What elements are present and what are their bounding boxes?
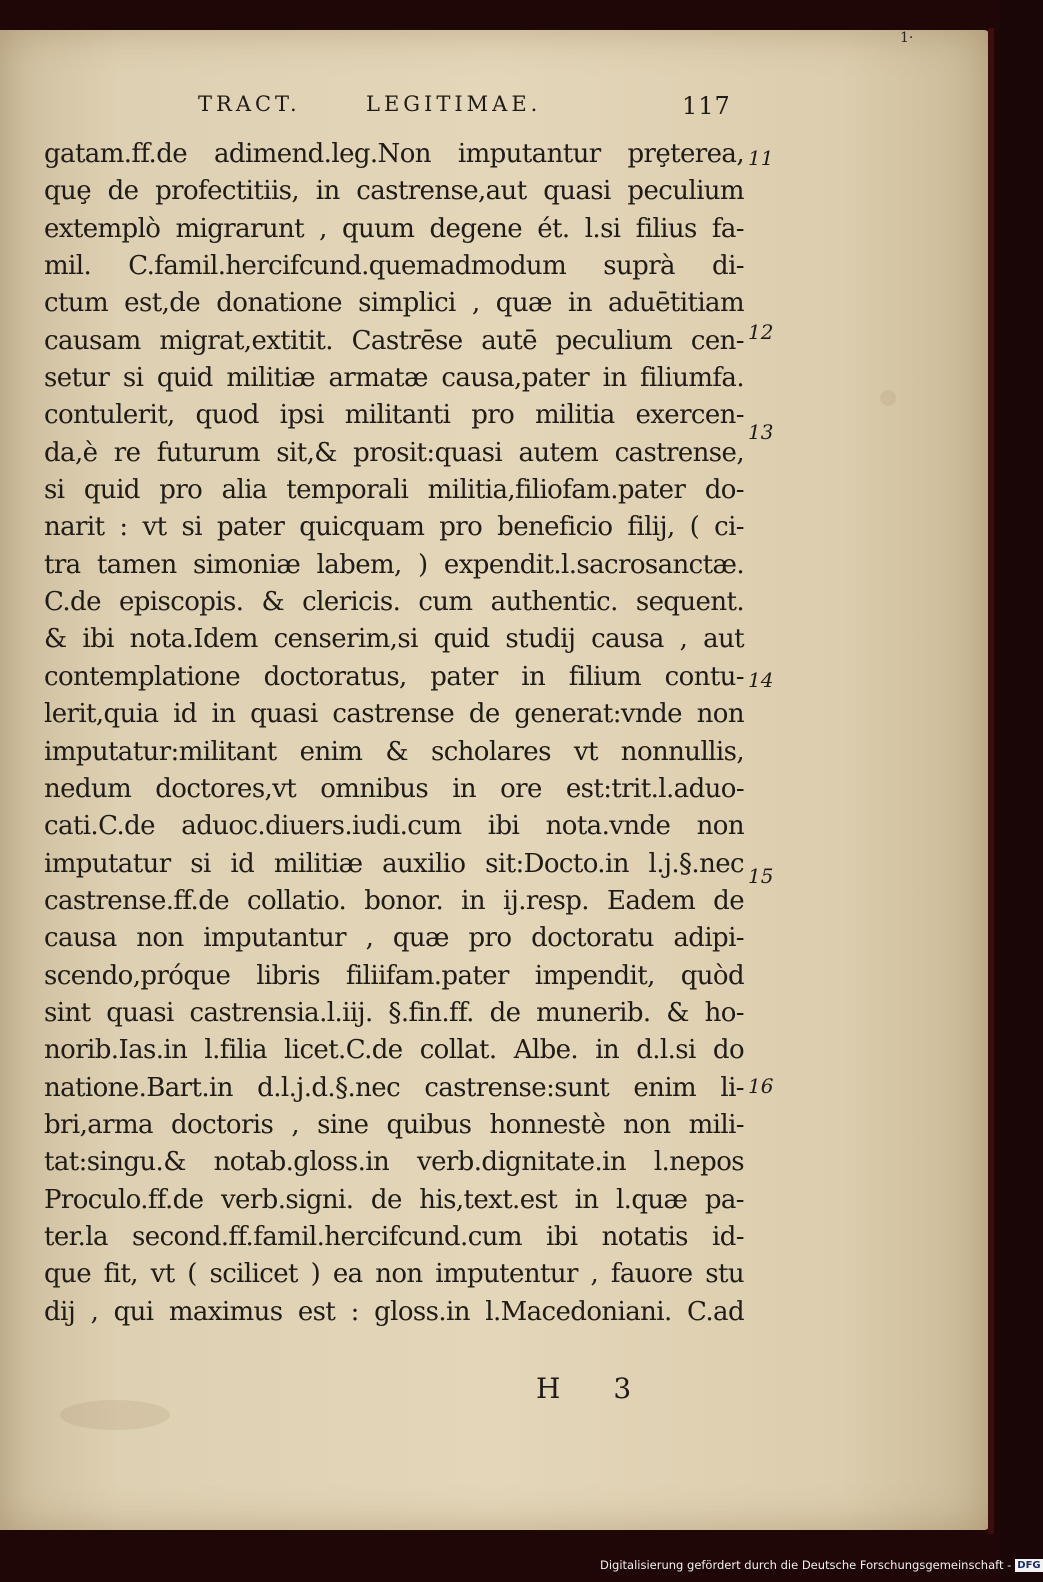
text-line: tat:singu.& notab.gloss.in verb.dignitate.in l.nepos bbox=[44, 1147, 744, 1178]
margin-number: 11 bbox=[748, 146, 774, 170]
text-line: causam migrat,extitit. Castrēse autē peculium cen- bbox=[44, 325, 744, 356]
text-line: castrense.ff.de collatio. bonor. in ij.resp. Eadem de bbox=[44, 885, 744, 916]
text-line: contemplatione doctoratus, pater in filium contu- bbox=[44, 661, 744, 692]
text-line: da,è re futurum sit,& prosit:quasi autem castrense, bbox=[44, 437, 744, 468]
margin-number: 12 bbox=[748, 320, 774, 344]
margin-number: 14 bbox=[748, 668, 774, 692]
text-line: cati.C.de aduoc.diuers.iudi.cum ibi nota.vnde non bbox=[44, 811, 744, 842]
text-line: bri,arma doctoris , sine quibus honnestè non mili- bbox=[44, 1109, 744, 1140]
page-edge bbox=[988, 28, 994, 1534]
body-text bbox=[44, 136, 744, 1331]
text-line: imputatur:militant enim & scholares vt nonnullis, bbox=[44, 736, 744, 767]
dfg-logo-icon: DFG bbox=[1017, 1560, 1041, 1571]
text-line: ter.la second.ff.famil.hercifcund.cum ibi notatis id- bbox=[44, 1221, 744, 1252]
text-line: imputatur si id militiæ auxilio sit:Docto.in l.j.§.nec bbox=[44, 848, 744, 879]
margin-number: 15 bbox=[748, 864, 774, 888]
text-line: gatam.ff.de adimend.leg.Non imputantur prȩterea, bbox=[44, 139, 744, 169]
digitization-footer bbox=[600, 1552, 1041, 1578]
text-line: extemplò migrarunt , quum degene ét. l.si filius fa- bbox=[44, 213, 744, 244]
running-head-left: TRACT. bbox=[198, 92, 301, 116]
margin-number: 13 bbox=[748, 420, 774, 444]
page-number: 117 bbox=[682, 92, 731, 120]
text-line: C.de episcopis. & clericis. cum authentic. sequent. bbox=[44, 587, 744, 618]
text-line: ctum est,de donatione simplici , quæ in aduētitiam bbox=[44, 288, 744, 319]
text-line: natione.Bart.in d.l.j.d.§.nec castrense:sunt enim li- bbox=[44, 1072, 744, 1103]
text-line: quȩ de profectitiis, in castrense,aut quasi peculium bbox=[44, 176, 744, 207]
text-line: contulerit, quod ipsi militanti pro militia exercen- bbox=[44, 400, 744, 431]
margin-number: 16 bbox=[748, 1074, 774, 1098]
corner-mark: 1· bbox=[900, 30, 914, 46]
text-line: si quid pro alia temporali militia,filiofam.pater do- bbox=[44, 475, 744, 506]
text-line: tra tamen simoniæ labem, ) expendit.l.sacrosanctæ. bbox=[44, 549, 744, 580]
text-line: que fit, vt ( scilicet ) ea non imputentur , fauore stu bbox=[44, 1259, 744, 1290]
text-line: causa non imputantur , quæ pro doctoratu adipi- bbox=[44, 923, 744, 954]
footer-text: Digitalisierung gefördert durch die Deutsche Forschungsgemeinschaft - bbox=[600, 1558, 1012, 1572]
running-head bbox=[190, 92, 750, 126]
running-head-middle: LEGITIMAE. bbox=[366, 92, 542, 116]
text-line: nedum doctores,vt omnibus in ore est:trit.l.aduo- bbox=[44, 773, 744, 804]
text-line: dij , qui maximus est : gloss.in l.Macedoniani. C.ad bbox=[44, 1296, 744, 1327]
text-line: & ibi nota.Idem censerim,si quid studij causa , aut bbox=[44, 624, 744, 655]
text-line: Proculo.ff.de verb.signi. de his,text.est in l.quæ pa- bbox=[44, 1184, 744, 1215]
text-line: mil. C.famil.hercifcund.quemadmodum suprà di- bbox=[44, 251, 744, 282]
text-line: norib.Ias.in l.filia licet.C.de collat. Albe. in d.l.si do bbox=[44, 1035, 744, 1066]
text-line: setur si quid militiæ armatæ causa,pater in filiumfa. bbox=[44, 363, 744, 394]
text-line: scendo,próque libris filiifam.pater impendit, quòd bbox=[44, 960, 744, 991]
signature-mark: H 3 bbox=[536, 1372, 654, 1405]
text-line: lerit,quia id in quasi castrense de generat:vnde non bbox=[44, 699, 744, 730]
text-line: narit : vt si pater quicquam pro beneficio filij, ( ci- bbox=[44, 512, 744, 543]
text-line: sint quasi castrensia.l.iij. §.fin.ff. de munerib. & ho- bbox=[44, 997, 744, 1028]
